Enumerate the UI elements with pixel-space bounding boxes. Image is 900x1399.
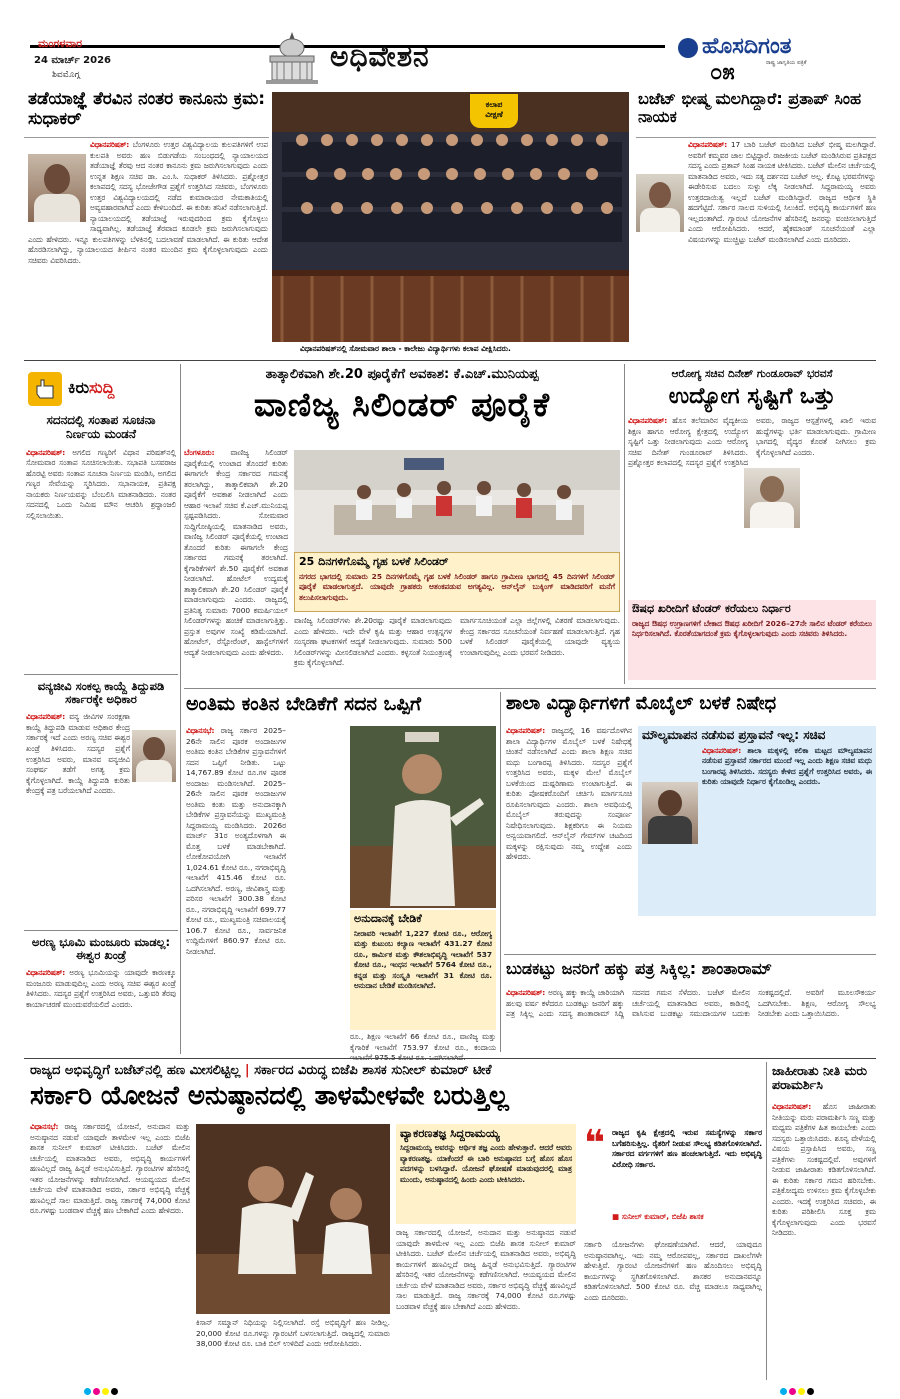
- row-divider-2: [184, 688, 876, 689]
- photo-label-line2: ವೀಕ್ಷಣೆ: [485, 110, 503, 119]
- story-kicker: ಆರೋಗ್ಯ ಸಚಿವ ದಿನೇಶ್ ಗುಂಡೂರಾವ್ ಭರವಸೆ: [671, 368, 833, 380]
- story-prathap: [636, 88, 876, 350]
- story-dateline: ವಿಧಾನಪರಿಷತ್:: [628, 416, 668, 425]
- photo-caption: ವಿಧಾನಪರಿಷತ್‌ನಲ್ಲಿ ಸೋಮವಾರ ಶಾಲಾ - ಕಾಲೇಜು ವಿದ್ಯಾರ್ಥಿಗಳು ಕಲಾಪ ವೀಕ್ಷಿಸಿದರು.: [300, 344, 511, 353]
- row-divider-1: [24, 360, 876, 361]
- story-sudhakar: [24, 88, 269, 350]
- column-divider: [624, 364, 625, 684]
- sub-story-headline: ಮೌಲ್ಯಮಾಪನ ನಡೆಸುವ ಪ್ರಸ್ತಾವನೆ ಇಲ್ಲ: ಸಚಿವ: [642, 728, 826, 742]
- bottom-body-col1: [30, 1122, 190, 1380]
- byline-rule: [24, 137, 269, 138]
- kirusuddi-title: [68, 378, 114, 398]
- bottom-story: [24, 1062, 762, 1380]
- demand-inset: [350, 910, 496, 1030]
- registration-marks-right: [780, 1380, 816, 1399]
- bottom-kicker-right: ಸರ್ಕಾರದ ವಿರುದ್ಧ ಬಿಜೆಪಿ ಶಾಸಕ ಸುನೀಲ್ ಕುಮಾರ್ ಟೀಕೆ: [254, 1063, 492, 1078]
- quote-mark-icon: ❝: [584, 1123, 606, 1164]
- grammar-quote-body: ಸಿದ್ದರಾಮಯ್ಯ ಅವರನ್ನು ಆರ್ಥಿಕ ತಜ್ಞ ಎಂದು ಹೇಳುತ್ತಾರೆ. ಆದರೆ ಅವರು ವ್ಯಾಕರಣತಜ್ಞ. ಯಾಕೆಂದರೆ ಈ ಬಾರಿ ಅನುಷ್ಠಾನದ ಬಗ್ಗೆ ಹೊಸ ಹೊಸ ಪದಗಳನ್ನು ಬಳಸಿದ್ದಾರೆ. ಯೋಜನೆ ಘೋಷಣೆ ಮಾಡುವುದರಲ್ಲಿ ಮಾತ್ರ ಮುಂದು, ಅನುಷ್ಠಾನದಲ್ಲಿ ಹಿಂದು ಎಂದು ಟೀಕಿಸಿದರು.: [400, 1143, 572, 1184]
- lead-text: ವಾಣಿಜ್ಯ ಸಿಲಿಂಡರ್ ಪೂರೈಕೆಯಲ್ಲಿ ಉಂಟಾದ ತೊಂದರೆ ಕುರಿತು ಈಗಾಗಲೇ ಕೇಂದ್ರ ಸರ್ಕಾರದ ಗಮನಕ್ಕೆ ತರಲಾಗಿದ್ದು, ತಾತ್ಕಾಲಿಕವಾಗಿ ಶೇ.20 ಪೂರೈಕೆಗೆ ಅವಕಾಶ ನೀಡಲಾಗಿದೆ ಎಂದು ಆಹಾರ ಇಲಾಖೆ ಸಚಿವ ಕೆ.ಎಚ್.ಮುನಿಯಪ್ಪ ಸ್ಪಷ್ಟಪಡಿಸಿದರು. ಸೋಮವಾರ ಸುದ್ದಿಗೋಷ್ಠಿಯಲ್ಲಿ ಮಾತನಾಡಿದ ಅವರು, ವಾಣಿಜ್ಯ ಸಿಲಿಂಡರ್ ಪೂರೈಕೆಯಲ್ಲಿ ಉಂಟಾದ ತೊಂದರೆ ಕುರಿತು ಈಗಾಗಲೇ ಕೇಂದ್ರ ಸರ್ಕಾರದ ಗಮನಕ್ಕೆ ತರಲಾಗಿದೆ. ಕೈಗಾರಿಕೆಗಳಿಗೆ ಶೇ.50 ಪೂರೈಕೆಗೆ ಅವಕಾಶ ನೀಡಲಾಗಿದೆ. ಹೋಟೆಲ್ ಉದ್ಯಮಕ್ಕೆ ತಾತ್ಕಾಲಿಕವಾಗಿ ಶೇ.20 ಸಿಲಿಂಡರ್ ಪೂರೈಕೆ ಮಾಡಲಾಗುವುದು ಎಂದರು. ರಾಜ್ಯದಲ್ಲಿ ಪ್ರತಿನಿತ್ಯ ಸುಮಾರು 7000 ಕಮರ್ಷಿಯಲ್ ಸಿಲಿಂಡರ್‌ಗಳನ್ನು ಹಂಚಿಕೆ ಮಾಡಲಾಗುತ್ತಿತ್ತು. ಪ್ರಸ್ತುತ ಅವುಗಳ ಸಂಖ್ಯೆ ಕಡಿಮೆಯಾಗಿದೆ. ಹೋಟೆಲ್, ರೆಸ್ಟೋರೆಂಟ್, ಹಾಸ್ಟೆಲ್‌ಗಳಿಗೆ ಆದ್ಯತೆ ನೀಡಲಾಗುವುದು ಎಂದು ಹೇಳಿದರು.: [184, 448, 288, 657]
- demand-inset-body: ನೀರಾವರಿ ಇಲಾಖೆಗೆ 1,227 ಕೋಟಿ ರೂ., ಆರೋಗ್ಯ ಮತ್ತು ಕುಟುಂಬ ಕಲ್ಯಾಣ ಇಲಾಖೆಗೆ 431.27 ಕೋಟಿ ರೂ., ಕಾರ್ಮಿಕ ಮತ್ತು ಕೌಶಲಾಭಿವೃದ್ಧಿ ಇಲಾಖೆಗೆ 537 ಕೋಟಿ ರೂ., ಇಂಧನ ಇಲಾಖೆಗೆ 5764 ಕೋಟಿ ರೂ., ಕನ್ನಡ ಮತ್ತು ಸಂಸ್ಕೃತಿ ಇಲಾಖೆಗೆ 31 ಕೋಟಿ ರೂ. ಅನುದಾನ ಬೇಡಿಕೆ ಮಂಡಿಸಲಾಗಿದೆ.: [354, 928, 492, 991]
- reg-dot-black: [807, 1388, 814, 1395]
- brand-logo: [670, 30, 875, 86]
- row-divider-4: [24, 1058, 876, 1059]
- bottom-kicker: [30, 1064, 760, 1079]
- issue-date: 24 ಮಾರ್ಚ್ 2026: [34, 55, 112, 66]
- bottom-text-continued: ರಾಜ್ಯ ಸರ್ಕಾರದಲ್ಲಿ ಯೋಜನೆ, ಅನುದಾನ ಮತ್ತು ಅನುಷ್ಠಾನದ ನಡುವೆ ಯಾವುದೇ ತಾಳಮೇಳ ಇಲ್ಲ ಎಂದು ಬಿಜೆಪಿ ಶಾಸಕ ಸುನೀಲ್ ಕುಮಾರ್ ಟೀಕಿಸಿದರು. ಬಜೆಟ್ ಮೇಲಿನ ಚರ್ಚೆಯಲ್ಲಿ ಮಾತನಾಡಿದ ಅವರು, ಅಭಿವೃದ್ಧಿ ಕಾರ್ಯಗಳಿಗೆ ಹಣವಿಲ್ಲದೆ ರಾಜ್ಯ ಹಿನ್ನಡೆ ಅನುಭವಿಸುತ್ತಿದೆ. ಗ್ಯಾರಂಟಿಗಳ ಹೆಸರಿನಲ್ಲಿ ಇತರ ಯೋಜನೆಗಳನ್ನು ಕಡೆಗಣಿಸಲಾಗಿದೆ. ಆಯವ್ಯಯದ ಮೇಲಿನ ಚರ್ಚೆಯ ವೇಳೆ ಮಾತನಾಡಿದ ಅವರು, ಸರ್ಕಾರ ಅಭಿವೃದ್ಧಿ ವೆಚ್ಚಕ್ಕೆ ಹಣವಿಲ್ಲದೆ ಸಾಲ ಮಾಡುತ್ತಿದೆ. ರಾಜ್ಯ ಸರ್ಕಾರಕ್ಕೆ 74,000 ಕೋಟಿ ರೂ.ಗಳಷ್ಟು ಬಂಡವಾಳ ವೆಚ್ಚಕ್ಕೆ ಹಣ ಬೇಕಾಗಿದೆ ಎಂದು ಹೇಳಿದರು.: [396, 1228, 576, 1311]
- sunil-kumar-photo: [196, 1124, 390, 1314]
- story-dateline: ವಿಧಾನಪರಿಷತ್:: [506, 726, 546, 735]
- reg-dot-magenta: [789, 1388, 796, 1395]
- health-inset-body: ರಾಜ್ಯದ ಔಷಧ ಉಗ್ರಾಣಗಳಿಗೆ ಬೇಕಾದ ಔಷಧ ಖರೀದಿಗೆ 2026–27ನೇ ಸಾಲಿನ ಟೆಂಡರ್ ಕರೆಯಲು ನಿರ್ಧರಿಸಲಾಗಿದೆ. ಕೊರತೆಯಾಗದಂತೆ ಕ್ರಮ ಕೈಗೊಳ್ಳಲಾಗುವುದು ಎಂದು ಸಚಿವರು ತಿಳಿಸಿದರು.: [632, 618, 872, 639]
- lead-body-col2: ವಾಣಿಜ್ಯ ಸಿಲಿಂಡರ್‌ಗಳು ಶೇ.20ರಷ್ಟು ಪೂರೈಕೆ ಮಾಡಲಾಗುವುದು ಎಂದು ಹೇಳಿದರು. ಇದೇ ವೇಳೆ ಕೃಷಿ ಮತ್ತು ಆಹಾರ ಉತ್ಪನ್ನಗಳ ಸಂಸ್ಕರಣಾ ಘಟಕಗಳಿಗೆ ಆದ್ಯತೆ ನೀಡಲಾಗುವುದು. ಸುಮಾರು 500 ಸಿಲಿಂಡರ್‌ಗಳನ್ನು ಮೀಸಲಿಡಲಾಗಿದೆ ಎಂದರು. ಕಳ್ಳಸಂತೆ ನಿಯಂತ್ರಣಕ್ಕೆ ಕ್ರಮ ಕೈಗೊಳ್ಳಲಾಗಿದೆ.: [294, 616, 452, 668]
- health-inset: [628, 600, 876, 680]
- bottom-body-col4: ಸರ್ಕಾರಿ ಯೋಜನೆಗಳು ಘೋಷಣೆಯಾಗಿವೆ. ಆದರೆ, ಯಾವುದೂ ಅನುಷ್ಠಾನವಾಗಿಲ್ಲ. ಇದು ನಮ್ಮ ಆರೋಪವಲ್ಲ, ಸರ್ಕಾರದ ದಾಖಲೆಗಳೇ ಹೇಳುತ್ತಿವೆ. ಗ್ಯಾರಂಟಿ ಯೋಜನೆಗಳಿಗೆ ಹಣ ಹೊಂದಿಸಲು ಅಭಿವೃದ್ಧಿ ಕಾರ್ಯಗಳನ್ನು ಸ್ಥಗಿತಗೊಳಿಸಲಾಗಿದೆ. ಶಾಸಕರ ಅನುದಾನವನ್ನೂ ಕಡಿತಗೊಳಿಸಲಾಗಿದೆ. 500 ಕೋಟಿ ರೂ. ವೆಚ್ಚ ಮಾಡಲೂ ಸಾಧ್ಯವಾಗಿಲ್ಲ ಎಂದು ದೂರಿದರು.: [584, 1240, 762, 1302]
- issue-place: ಶಿವಮೊಗ್ಗ: [52, 70, 80, 80]
- reg-dot-cyan: [84, 1388, 91, 1395]
- brief-text: ಅಗಲಿದ ಗಣ್ಯರಿಗೆ ವಿಧಾನ ಪರಿಷತ್‌ನಲ್ಲಿ ಸೋಮವಾರ ಸಂತಾಪ ಸೂಚಿಸಲಾಯಿತು. ಸಭಾಪತಿ ಬಸವರಾಜ ಹೊರಟ್ಟಿ ಅವರು ಸಂತಾಪ ಸೂಚನಾ ನಿರ್ಣಯ ಮಂಡಿಸಿ, ಅಗಲಿದ ಗಣ್ಯರ ಸೇವೆಯನ್ನು ಸ್ಮರಿಸಿದರು. ಸಭಾನಾಯಕ, ಪ್ರತಿಪಕ್ಷ ನಾಯಕರು ನಿರ್ಣಯವನ್ನು ಬೆಂಬಲಿಸಿ ಮಾತನಾಡಿದರು. ನಂತರ ಸದನದಲ್ಲಿ ಒಂದು ನಿಮಿಷ ಮೌನ ಆಚರಿಸಿ ಶ್ರದ್ಧಾಂಜಲಿ ಸಲ್ಲಿಸಲಾಯಿತು.: [26, 447, 176, 520]
- kirusuddi-column: [24, 364, 178, 1054]
- kicker-separator: |: [244, 1063, 255, 1078]
- hand-pointer-icon: [28, 372, 62, 406]
- issue-day: ಮಂಗಳವಾರ: [38, 37, 83, 50]
- demand-inset-title: ಅನುದಾನಕ್ಕೆ ಬೇಡಿಕೆ: [354, 912, 422, 925]
- siddaramaiah-photo: [350, 726, 496, 908]
- brief-dateline: ವಿಧಾನಪರಿಷತ್:: [26, 968, 66, 978]
- bottom-body-col2: ಕಿಸಾನ್ ಸಮ್ಮಾನ್ ನಿಧಿಯನ್ನು ನಿಲ್ಲಿಸಲಾಗಿದೆ. ರಸ್ತೆ ಅಭಿವೃದ್ಧಿಗೆ ಹಣ ನೀಡಿಲ್ಲ. 20,000 ಕೋಟಿ ರೂ.ಗಳನ್ನು ಗ್ಯಾರಂಟಿಗೆ ಬಳಸಲಾಗುತ್ತಿದೆ. ರಾಜ್ಯದಲ್ಲಿ ಸುಮಾರು 38,000 ಕೋಟಿ ರೂ. ಬಾಕಿ ಬಿಲ್ ಉಳಿದಿದೆ ಎಂದು ಆರೋಪಿಸಿದರು.: [196, 1318, 390, 1349]
- pull-quote: [584, 1124, 762, 1236]
- lead-inset-body: ನಗರದ ಭಾಗದಲ್ಲಿ ಸುಮಾರು 25 ದಿನಗಳಿಗೊಮ್ಮೆ ಗೃಹ ಬಳಕೆ ಸಿಲಿಂಡರ್ ಹಾಗೂ ಗ್ರಾಮೀಣ ಭಾಗದಲ್ಲಿ 45 ದಿನಗಳಿಗೆ ಸಿಲಿಂಡರ್ ಪೂರೈಕೆ ಮಾಡಲಾಗುತ್ತದೆ. ಯಾವುದೇ ಗ್ರಾಹಕರು ಆತಂಕಪಡುವ ಅಗತ್ಯವಿಲ್ಲ. ಆನ್‌ಲೈನ್ ಬುಕ್ಕಿಂಗ್ ಮಾಡಿದವರಿಗೆ ಮನೆಗೆ ತಲುಪಿಸಲಾಗುವುದು.: [299, 571, 615, 602]
- brand-flame-icon: [678, 38, 698, 58]
- bottom-kicker-left: ರಾಜ್ಯದ ಅಭಿವೃದ್ಧಿಗೆ ಬಜೆಟ್‌ನಲ್ಲಿ ಹಣ ಮೀಸಲಿಟ್ಟಿಲ್ಲ: [30, 1063, 241, 1078]
- story-ad-policy: [770, 1062, 876, 1380]
- brief-divider: [24, 674, 178, 675]
- story-dateline: ವಿಧಾನಪರಿಷತ್:: [90, 140, 130, 149]
- brief-dateline: ವಿಧಾನಪರಿಷತ್:: [26, 712, 66, 722]
- brief-body: [24, 968, 178, 1048]
- grammar-quote-title: ವ್ಯಾಕರಣತಜ್ಞ ಸಿದ್ದರಾಮಯ್ಯ: [400, 1126, 500, 1140]
- column-divider: [500, 692, 501, 1052]
- assembly-photo: [272, 92, 629, 342]
- author-bullet: ■: [612, 1212, 622, 1221]
- masthead: [0, 0, 900, 88]
- section-title: ಅಧಿವೇಶನ: [330, 40, 430, 73]
- story-text: ಹೊಸ ತಲೆಮಾರಿನ ವೈದ್ಯಕೀಯ ಶಿಕ್ಷಣ ಹಾಗೂ ಆರೋಗ್ಯ ಕ್ಷೇತ್ರದಲ್ಲಿ ಉದ್ಯೋಗ ಸೃಷ್ಟಿಗೆ ಒತ್ತು ನೀಡಲಾಗುವುದು ಎಂದು ಆರೋಗ್ಯ ಸಚಿವ ದಿನೇಶ್ ಗುಂಡೂರಾವ್ ತಿಳಿಸಿದರು. ಪ್ರಶ್ನೋತ್ತರ ಕಲಾಪದಲ್ಲಿ ಸದಸ್ಯರ ಪ್ರಶ್ನೆಗೆ ಉತ್ತರಿಸಿದ ಅವರು, ರಾಜ್ಯದ ಆಸ್ಪತ್ರೆಗಳಲ್ಲಿ ಖಾಲಿ ಇರುವ ಹುದ್ದೆಗಳನ್ನು ಭರ್ತಿ ಮಾಡಲಾಗುವುದು. ಗ್ರಾಮೀಣ ಭಾಗದಲ್ಲಿ ವೈದ್ಯರ ಕೊರತೆ ನೀಗಿಸಲು ಕ್ರಮ ಕೈಗೊಳ್ಳಲಾಗಿದೆ ಎಂದರು.: [628, 416, 876, 468]
- story-headline: ಅಂತಿಮ ಕಂತಿನ ಬೇಡಿಕೆಗೆ ಸದನ ಒಪ್ಪಿಗೆ: [186, 693, 422, 715]
- kirusuddi-suffix: ಸುದ್ದಿ: [89, 378, 115, 397]
- story-body-col2: ರೂ., ಶಿಕ್ಷಣ ಇಲಾಖೆಗೆ 66 ಕೋಟಿ ರೂ., ವಾಣಿಜ್ಯ ಮತ್ತು ಕೈಗಾರಿಕೆ ಇಲಾಖೆಗೆ 753.97 ಕೋಟಿ ರೂ., ಕಂದಾಯ: [350, 1032, 496, 1052]
- brief-text: ವನ್ಯ ಜೀವಿಗಳ ಸಂರಕ್ಷಣಾ ಕಾಯ್ದೆ ತಿದ್ದುಪಡಿ ಮಾಡುವ ಅಧಿಕಾರ ಕೇಂದ್ರ ಸರ್ಕಾರಕ್ಕೆ ಇದೆ ಎಂದು ಅರಣ್ಯ ಸಚಿವ ಈಶ್ವರ ಖಂಡ್ರೆ ತಿಳಿಸಿದರು. ಸದಸ್ಯರ ಪ್ರಶ್ನೆಗೆ ಉತ್ತರಿಸಿದ ಅವರು, ಮಾನವ ವನ್ಯಜೀವಿ ಸಂಘರ್ಷ ತಡೆಗೆ ಅಗತ್ಯ ಕ್ರಮ ಕೈಗೊಳ್ಳಲಾಗಿದೆ. ಕಾಯ್ದೆ ತಿದ್ದುಪಡಿ ಕುರಿತು ಕೇಂದ್ರಕ್ಕೆ ಪತ್ರ ಬರೆಯಲಾಗಿದೆ ಎಂದರು.: [26, 712, 130, 796]
- portrait-khandre: [132, 730, 176, 782]
- brief-1: [24, 412, 178, 678]
- brief-headline: ಸದನದಲ್ಲಿ ಸಂತಾಪ ಸೂಚನಾ ನಿರ್ಣಯ ಮಂಡನೆ: [46, 413, 156, 441]
- story-tribal: [504, 958, 876, 1054]
- page-number: ೦೫: [710, 60, 735, 85]
- brief-2: [24, 678, 178, 922]
- story-text: ರಾಜ್ಯ ಸರ್ಕಾರ 2025–26ನೇ ಸಾಲಿನ ಪೂರಕ ಅಂದಾಜುಗಳ ಅಂತಿಮ ಕಂತಿನ ಬೇಡಿಕೆಗಳ ಪ್ರಸ್ತಾವನೆಗಳಿಗೆ ಸದನ ಒಪ್ಪಿಗೆ ನೀಡಿತು. ಒಟ್ಟು 14,767.89 ಕೋಟಿ ರೂ.ಗಳ ಪೂರಕ ಅಂದಾಜು ಮಂಡಿಸಲಾಗಿದೆ. 2025–26ನೇ ಸಾಲಿನ ಪೂರಕ ಅಂದಾಜುಗಳ ಅಂತಿಮ ಕಂತು ಮತ್ತು ಅನುದಾನಕ್ಕಾಗಿ ಬೇಡಿಕೆಗಳ ಪ್ರಸ್ತಾವನೆಯನ್ನು ಮುಖ್ಯಮಂತ್ರಿ ಸಿದ್ದರಾಮಯ್ಯ ಮಂಡಿಸಿದರು. 2026ರ ಮಾರ್ಚ್ 31ರ ಅಂತ್ಯದೊಳಗಾಗಿ ಈ ಮೊತ್ತ ಬಳಕೆ ಮಾಡಬೇಕಾಗಿದೆ. ಲೋಕೋಪಯೋಗಿ ಇಲಾಖೆಗೆ 1,024.61 ಕೋಟಿ ರೂ., ನಗರಾಭಿವೃದ್ಧಿ ಇಲಾಖೆಗೆ 415.46 ಕೋಟಿ ರೂ. ಒದಗಿಸಲಾಗಿದೆ. ಅರಣ್ಯ, ಜೀವಿಶಾಸ್ತ್ರ ಮತ್ತು ಪರಿಸರ ಇಲಾಖೆಗೆ 300.38 ಕೋಟಿ ರೂ., ನಗರಾಭಿವೃದ್ಧಿ ಇಲಾಖೆಗೆ 699.77 ಕೋಟಿ ರೂ., ಮುಖ್ಯಮಂತ್ರಿ ಸಚಿವಾಲಯಕ್ಕೆ 106.7 ಕೋಟಿ ರೂ., ಸಾರ್ವಜನಿಕ ಉದ್ದಿಮೆಗಳಿಗೆ 860.97 ಕೋಟಿ ರೂ. ನೀಡಲಾಗಿದೆ.: [186, 726, 286, 956]
- story-headline: ಶಾಲಾ ವಿದ್ಯಾರ್ಥಿಗಳಿಗೆ ಮೊಬೈಲ್ ಬಳಕೆ ನಿಷೇಧ: [506, 693, 777, 714]
- author-name: ಸುನೀಲ್ ಕುಮಾರ್, ಬಿಜೆಪಿ ಶಾಸಕ: [621, 1212, 704, 1221]
- vidhana-soudha-emblem: [262, 30, 322, 85]
- health-inset-title: ಔಷಧ ಖರೀದಿಗೆ ಟೆಂಡರ್ ಕರೆಯಲು ನಿರ್ಧಾರ: [632, 602, 791, 615]
- sub-story: [638, 726, 876, 916]
- story-body: [772, 1102, 876, 1380]
- lead-body-col3: ಮಾರ್ಗಸೂಚಿಯಂತೆ ಎಲ್ಲಾ ಜಿಲ್ಲೆಗಳಲ್ಲಿ ವಿತರಣೆ ಮಾಡಲಾಗುವುದು. ಕೇಂದ್ರ ಸರ್ಕಾರದ ಸೂಚನೆಯಂತೆ ನಿರ್ವಹಣೆ ಮಾಡಲಾಗುತ್ತಿದೆ. ಗೃಹ ಬಳಕೆ ಸಿಲಿಂಡರ್ ಪೂರೈಕೆಯಲ್ಲಿ ಯಾವುದೇ ವ್ಯತ್ಯಯ ಉಂಟಾಗುವುದಿಲ್ಲ ಎಂದು ಭರವಸೆ ನೀಡಿದರು.: [460, 616, 620, 657]
- lead-kicker: ತಾತ್ಕಾಲಿಕವಾಗಿ ಶೇ.20 ಪೂರೈಕೆಗೆ ಅವಕಾಶ: ಕೆ.ಎಚ್.ಮುನಿಯಪ್ಪ: [265, 367, 539, 382]
- brief-headline: ವನ್ಯಜೀವಿ ಸಂಕಲ್ಪ ಕಾಯ್ದೆ ತಿದ್ದುಪಡಿ ಸರ್ಕಾರಕ್ಕೇ ಅಧಿಕಾರ: [37, 679, 165, 707]
- reg-dot-black: [111, 1388, 118, 1395]
- row-divider-3: [504, 954, 876, 955]
- story-text: 17 ಬಾರಿ ಬಜೆಟ್ ಮಂಡಿಸಿದ ಬಜೆಟ್ ಭೀಷ್ಮ ಮಲಗಿದ್ದಾರೆ. ಅವರಿಗೆ ಕಮ್ಮವರ ಜಾಲ ಬಿಟ್ಟಿದ್ದಾರೆ. ರಾಜಕೀಯ ಬಜೆಟ್ ಮಂಡಿಸಿರುವ ಪ್ರತಿಪಕ್ಷದ ಸದಸ್ಯ ಎಂದು ಪ್ರತಾಪ್ ಸಿಂಹ ನಾಯಕ ಟೀಕಿಸಿದರು. ಬಜೆಟ್ ಮೇಲಿನ ಚರ್ಚೆಯಲ್ಲಿ ಮಾತನಾಡಿದ ಅವರು, ಇದು ಸತ್ಯ ದರ್ಶನದ ಬಜೆಟ್ ಅಲ್ಲ. ಕೊಟ್ಟ ಭರವಸೆಗಳನ್ನು ಈಡೇರಿಸುವ ಬದಲು ಸುಳ್ಳು ಲೆಕ್ಕ ನೀಡಲಾಗಿದೆ. ಸಿದ್ದರಾಮಯ್ಯ ಅವರು ಉತ್ತರದಾಯಿತ್ವ ಇಲ್ಲದೆ ಬಜೆಟ್ ಮಂಡಿಸಿದ್ದಾರೆ. ರಾಜ್ಯದ ಆರ್ಥಿಕ ಸ್ಥಿತಿ ಹದಗೆಟ್ಟಿದೆ. ಸರ್ಕಾರ ಸಾಲದ ಸುಳಿಯಲ್ಲಿ ಸಿಲುಕಿದೆ. ಅಭಿವೃದ್ಧಿ ಕಾರ್ಯಗಳಿಗೆ ಹಣ ಇಲ್ಲದಂತಾಗಿದೆ. ಗ್ಯಾರಂಟಿ ಯೋಜನೆಗಳ ಹೆಸರಿನಲ್ಲಿ ಜನರನ್ನು ವಂಚಿಸಲಾಗುತ್ತಿದೆ ಎಂದು ಆರೋಪಿಸಿದರು. ಆದರೆ, ಹೈಕಮಾಂಡ್ ಸೂಚನೆಯಂತೆ ಎಲ್ಲಾ ವಿಷಯಗಳನ್ನು ಮುಚ್ಚಿಟ್ಟು ಬಜೆಟ್ ಮಂಡಿಸಲಾಗಿದೆ ಎಂದು ದೂರಿದರು.: [688, 140, 876, 244]
- brief-3: [24, 934, 178, 1048]
- reg-dot-cyan: [780, 1388, 787, 1395]
- photo-label: [470, 94, 518, 128]
- story-dateline: ವಿಧಾನಪರಿಷತ್:: [506, 988, 546, 997]
- reg-dot-yellow: [102, 1388, 109, 1395]
- column-divider: [766, 1062, 767, 1380]
- lead-story: [184, 364, 620, 684]
- story-text: ಬೆಂಗಳೂರು ಉತ್ತರ ವಿಶ್ವವಿದ್ಯಾಲಯ ಕುಲಪತಿಗಳಿಗೆ ಉಪ ಕುಲಪತಿ ಅವರು ಹಣ ಬಿಡುಗಡೆಯ ಸಂಬಂಧದಲ್ಲಿ ನ್ಯಾಯಾಲಯದ ತಡೆಯಾಜ್ಞೆ ತೆರವು ಆದ ನಂತರ ಕಾನೂನು ಕ್ರಮ ಜರುಗಿಸಲಾಗುವುದು ಎಂದು ಉನ್ನತ ಶಿಕ್ಷಣ ಸಚಿವ ಡಾ. ಎಂ.ಸಿ. ಸುಧಾಕರ್ ತಿಳಿಸಿದರು. ಪ್ರಶ್ನೋತ್ತರ ಕಲಾಪದಲ್ಲಿ ಸದಸ್ಯ ಭೋಜೇಗೌಡ ಪ್ರಶ್ನೆಗೆ ಉತ್ತರಿಸಿದ ಸಚಿವರು, ಬೆಂಗಳೂರು ಉತ್ತರ ವಿಶ್ವವಿದ್ಯಾಲಯದಲ್ಲಿ ನಡೆದ ಕುಮಾರಾಯರ ನೇಮಕಾತಿಯಲ್ಲಿ ಅವ್ಯವಹಾರವಾಗಿದೆ ಎಂದು ಕೇಳಿಬಂದಿದೆ. ಈ ಕುರಿತು ತನಿಖೆ ನಡೆಸಲಾಗುತ್ತಿದೆ. ನ್ಯಾಯಾಲಯದಲ್ಲಿ ತಡೆಯಾಜ್ಞೆ ಇರುವುದರಿಂದ ಕ್ರಮ ಕೈಗೊಳ್ಳಲು ಸಾಧ್ಯವಾಗಿಲ್ಲ. ತಡೆಯಾಜ್ಞೆ ತೆರವಾದ ಕೂಡಲೇ ಕ್ರಮ ಜರುಗಿಸಲಾಗುವುದು ಎಂದು ಹೇಳಿದರು. ಇನ್ನೂ ಕುಲಪತಿಗಳನ್ನು ಬೆಳಕಿನಲ್ಲಿ ಬದಲಾವಣೆ ಮಾಡಲಾಗಿದೆ. ಈ ಕುರಿತು ಆದೇಶ ಹೊರಡಿಸಲಾಗಿದ್ದು, ನ್ಯಾಯಾಲಯದ ತೀರ್ಪಿನ ನಂತರ ಮುಂದಿನ ಕ್ರಮ ಕೈಗೊಳ್ಳಲಾಗುವುದು ಎಂದು ಸಚಿವರು ವಿವರಿಸಿದರು.: [28, 140, 268, 265]
- pull-quote-author: [612, 1212, 704, 1222]
- bottom-headline: ಸರ್ಕಾರಿ ಯೋಜನೆ ಅನುಷ್ಠಾನದಲ್ಲಿ ತಾಳಮೇಳವೇ ಬರುತ್ತಿಲ್ಲ: [30, 1081, 509, 1111]
- brief-dateline: ವಿಧಾನಪರಿಷತ್:: [26, 447, 66, 457]
- lead-inset-title: 25 ದಿನಗಳಿಗೊಮ್ಮೆ ಗೃಹ ಬಳಕೆ ಸಿಲಿಂಡರ್: [299, 555, 449, 568]
- brief-divider: [24, 930, 178, 931]
- story-body: [628, 416, 876, 596]
- bottom-text: ರಾಜ್ಯ ಸರ್ಕಾರದಲ್ಲಿ ಯೋಜನೆ, ಅನುದಾನ ಮತ್ತು ಅನುಷ್ಠಾನದ ನಡುವೆ ಯಾವುದೇ ತಾಳಮೇಳ ಇಲ್ಲ ಎಂದು ಬಿಜೆಪಿ ಶಾಸಕ ಸುನೀಲ್ ಕುಮಾರ್ ಟೀಕಿಸಿದರು. ಬಜೆಟ್ ಮೇಲಿನ ಚರ್ಚೆಯಲ್ಲಿ ಮಾತನಾಡಿದ ಅವರು, ಅಭಿವೃದ್ಧಿ ಕಾರ್ಯಗಳಿಗೆ ಹಣವಿಲ್ಲದೆ ರಾಜ್ಯ ಹಿನ್ನಡೆ ಅನುಭವಿಸುತ್ತಿದೆ. ಗ್ಯಾರಂಟಿಗಳ ಹೆಸರಿನಲ್ಲಿ ಇತರ ಯೋಜನೆಗಳನ್ನು ಕಡೆಗಣಿಸಲಾಗಿದೆ. ಆಯವ್ಯಯದ ಮೇಲಿನ ಚರ್ಚೆಯ ವೇಳೆ ಮಾತನಾಡಿದ ಅವರು, ಸರ್ಕಾರ ಅಭಿವೃದ್ಧಿ ವೆಚ್ಚಕ್ಕೆ ಹಣವಿಲ್ಲದೆ ಸಾಲ ಮಾಡುತ್ತಿದೆ. ರಾಜ್ಯ ಸರ್ಕಾರಕ್ಕೆ 74,000 ಕೋಟಿ ರೂ.ಗಳಷ್ಟು ಬಂಡವಾಳ ವೆಚ್ಚಕ್ಕೆ ಹಣ ಬೇಕಾಗಿದೆ ಎಂದು ಹೇಳಿದರು.: [30, 1122, 190, 1216]
- story-dateline: ವಿಧಾನಪರಿಷತ್:: [688, 140, 728, 149]
- story-headline: ಉದ್ಯೋಗ ಸೃಷ್ಟಿಗೆ ಒತ್ತು: [668, 384, 836, 409]
- story-dateline: ವಿಧಾನಸಭೆ:: [186, 726, 215, 735]
- brand-name: ಹೊಸದಿಗಂತ: [702, 34, 792, 59]
- brief-headline: ಅರಣ್ಯ ಭೂಮಿ ಮಂಜೂರು ಮಾಡಲ್ಲ: ಈಶ್ವರ ಖಂಡ್ರೆ: [31, 935, 171, 963]
- meeting-photo: [294, 450, 620, 552]
- story-headline: ತಡೆಯಾಜ್ಞೆ ತೆರವಿನ ನಂತರ ಕಾನೂನು ಕ್ರಮ: ಸುಧಾಕರ್: [28, 89, 266, 129]
- sub-story-text: ಶಾಲಾ ಮಕ್ಕಳಲ್ಲಿ ಕಲಿಕಾ ಮಟ್ಟದ ಮೌಲ್ಯಮಾಪನ ನಡೆಸುವ ಪ್ರಸ್ತಾವನೆ ಸರ್ಕಾರದ ಮುಂದೆ ಇಲ್ಲ ಎಂದು ಶಿಕ್ಷಣ ಸಚಿವ ಮಧು ಬಂಗಾರಪ್ಪ ತಿಳಿಸಿದರು. ಸದಸ್ಯರು ಕೇಳಿದ ಪ್ರಶ್ನೆಗೆ ಉತ್ತರಿಸಿದ ಅವರು, ಈ ಕುರಿತು ಯಾವುದೇ ನಿರ್ಧಾರ ಕೈಗೊಂಡಿಲ್ಲ ಎಂದರು.: [702, 745, 872, 787]
- story-dateline: ವಿಧಾನಪರಿಷತ್:: [772, 1102, 812, 1111]
- story-body: [638, 140, 876, 350]
- story-text: ಅರಣ್ಯ ಹಕ್ಕು ಕಾಯ್ದೆ ಜಾರಿಯಾಗಿ ಹಲವು ವರ್ಷ ಕಳೆದರೂ ಬುಡಕಟ್ಟು ಜನರಿಗೆ ಹಕ್ಕು ಪತ್ರ ಸಿಕ್ಕಿಲ್ಲ ಎಂದು ಸದಸ್ಯ ಶಾಂತಾರಾಮ್ ಸಿದ್ದಿ ಸದನದ ಗಮನ ಸೆಳೆದರು. ಬಜೆಟ್ ಮೇಲಿನ ಚರ್ಚೆಯಲ್ಲಿ ಮಾತನಾಡಿದ ಅವರು, ಕಾಡಿನಲ್ಲಿ ವಾಸಿಸುವ ಬುಡಕಟ್ಟು ಸಮುದಾಯಗಳ ಬದುಕು ಸಂಕಷ್ಟದಲ್ಲಿದೆ. ಅವರಿಗೆ ಮೂಲಸೌಕರ್ಯ ಒದಗಿಸಬೇಕು. ಶಿಕ್ಷಣ, ಆರೋಗ್ಯ ಸೌಲಭ್ಯ ನೀಡಬೇಕು ಎಂದು ಒತ್ತಾಯಿಸಿದರು.: [506, 988, 876, 1019]
- photo-label-line1: ಕಲಾಪ: [485, 100, 503, 109]
- bottom-dateline: ವಿಧಾನಸಭೆ:: [30, 1122, 59, 1131]
- story-headline: ಬುಡಕಟ್ಟು ಜನರಿಗೆ ಹಕ್ಕು ಪತ್ರ ಸಿಕ್ಕಿಲ್ಲ: ಶಾಂತಾರಾಮ್: [506, 959, 772, 978]
- brief-body: [24, 448, 178, 678]
- story-final-demand: [184, 692, 496, 1052]
- lead-inset: [294, 552, 620, 612]
- lead-headline: ವಾಣಿಜ್ಯ ಸಿಲಿಂಡರ್ ಪೂರೈಕೆ: [253, 385, 551, 424]
- pull-quote-text: ರಾಜ್ಯದ ಕೃಷಿ ಕ್ಷೇತ್ರದಲ್ಲಿ ಇರುವ ಸಮಸ್ಯೆಗಳನ್ನು ಸರ್ಕಾರ ಬಗೆಹರಿಸುತ್ತಿಲ್ಲ. ರೈತರಿಗೆ ನೀಡುವ ಸೌಲಭ್ಯ ಕಡಿತಗೊಳಿಸಲಾಗಿದೆ. ಸರ್ಕಾರದ ವರ್ಗಗಳಿಗೆ ಹಣ ಹಂಚಲಾಗುತ್ತಿದೆ. ಇದು ಅಭಿವೃದ್ಧಿ ವಿರೋಧಿ ಸರ್ಕಾರ.: [612, 1128, 762, 1169]
- reg-dot-yellow: [798, 1388, 805, 1395]
- portrait-madhu: [642, 782, 698, 844]
- sub-story-dateline: ವಿಧಾನಪರಿಷತ್:: [702, 745, 742, 755]
- lead-body-col1: [184, 448, 288, 684]
- byline-rule: [636, 137, 876, 138]
- reg-dot-magenta: [93, 1388, 100, 1395]
- kirusuddi-logo: [28, 372, 176, 406]
- story-health: [628, 364, 876, 684]
- story-body: [506, 988, 876, 1054]
- story-mobile-ban: [504, 692, 876, 950]
- story-headline: ಬಜೆಟ್ ಭೀಷ್ಮ ಮಲಗಿದ್ದಾರೆ: ಪ್ರತಾಪ್ ಸಿಂಹ ನಾಯಕ: [638, 89, 862, 127]
- grammar-quote: [396, 1124, 576, 1224]
- kirusuddi-prefix: ಕಿರು: [68, 378, 90, 397]
- column-divider: [180, 364, 181, 1054]
- bottom-body-col3: [396, 1228, 576, 1380]
- story-body: [28, 140, 268, 350]
- brief-text: ಅರಣ್ಯ ಭೂಮಿಯನ್ನು ಯಾವುದೇ ಕಾರಣಕ್ಕೂ ಮಂಜೂರು ಮಾಡುವುದಿಲ್ಲ ಎಂದು ಅರಣ್ಯ ಸಚಿವ ಈಶ್ವರ ಖಂಡ್ರೆ ತಿಳಿಸಿದರು. ಸದಸ್ಯರ ಪ್ರಶ್ನೆಗೆ ಉತ್ತರಿಸಿದ ಅವರು, ಒತ್ತುವರಿ ತೆರವು ಕಾರ್ಯಾಚರಣೆ ಮುಂದುವರೆಯಲಿದೆ ಎಂದರು.: [26, 968, 176, 1009]
- registration-marks-left: [84, 1380, 120, 1399]
- story-text: ಹೊಸ ಜಾಹೀರಾತು ನೀತಿಯನ್ನು ಮರು ಪರಾಮರ್ಶಿಸಿ ಸಣ್ಣ ಮತ್ತು ಮಧ್ಯಮ ಪತ್ರಿಕೆಗಳ ಹಿತ ಕಾಯಬೇಕು ಎಂದು ಸದಸ್ಯರು ಒತ್ತಾಯಿಸಿದರು. ಶೂನ್ಯ ವೇಳೆಯಲ್ಲಿ ವಿಷಯ ಪ್ರಸ್ತಾಪಿಸಿದ ಅವರು, ಸಣ್ಣ ಪತ್ರಿಕೆಗಳು ಸಂಕಷ್ಟದಲ್ಲಿವೆ. ಅವುಗಳಿಗೆ ನೀಡುವ ಜಾಹೀರಾತು ಕಡಿತಗೊಳಿಸಲಾಗಿದೆ. ಈ ಕುರಿತು ಸರ್ಕಾರ ಗಮನ ಹರಿಸಬೇಕು. ಪತ್ರಿಕೋದ್ಯಮ ಉಳಿಸಲು ಕ್ರಮ ಕೈಗೊಳ್ಳಬೇಕು ಎಂದರು. ಇದಕ್ಕೆ ಉತ್ತರಿಸಿದ ಸಚಿವರು, ಈ ಕುರಿತು ಪರಿಶೀಲಿಸಿ ಸೂಕ್ತ ಕ್ರಮ ಕೈಗೊಳ್ಳಲಾಗುವುದು ಎಂದು ಭರವಸೆ ನೀಡಿದರು.: [772, 1102, 876, 1238]
- brand-tagline: ರಾಷ್ಟ್ರ ಜಾಗೃತಿಯ ಪತ್ರಿಕೆ: [766, 60, 807, 66]
- story-body: [506, 726, 632, 948]
- lead-dateline: ಬೆಂಗಳೂರು:: [184, 448, 215, 457]
- story-headline: ಜಾಹೀರಾತು ನೀತಿ ಮರು ಪರಾಮರ್ಶಿಸಿ: [772, 1063, 867, 1093]
- story-text: ರಾಜ್ಯದಲ್ಲಿ 16 ವರ್ಷದೊಳಗಿನ ಶಾಲಾ ವಿದ್ಯಾರ್ಥಿಗಳ ಮೊಬೈಲ್ ಬಳಕೆ ನಿಷೇಧಕ್ಕೆ ಚಿಂತನೆ ನಡೆಸಲಾಗಿದೆ ಎಂದು ಶಾಲಾ ಶಿಕ್ಷಣ ಸಚಿವ ಮಧು ಬಂಗಾರಪ್ಪ ತಿಳಿಸಿದರು. ಸದಸ್ಯರ ಪ್ರಶ್ನೆಗೆ ಉತ್ತರಿಸಿದ ಅವರು, ಮಕ್ಕಳ ಮೇಲೆ ಮೊಬೈಲ್ ಬಳಕೆಯಿಂದ ದುಷ್ಪರಿಣಾಮ ಉಂಟಾಗುತ್ತಿದೆ. ಈ ಕುರಿತು ಪೋಷಕರೊಂದಿಗೆ ಚರ್ಚಿಸಿ ಮಾರ್ಗಸೂಚಿ ರೂಪಿಸಲಾಗುವುದು ಎಂದರು. ಶಾಲಾ ಅವಧಿಯಲ್ಲಿ ಮೊಬೈಲ್ ತರುವುದನ್ನು ಸಂಪೂರ್ಣ ನಿಷೇಧಿಸಲಾಗುವುದು. ಶಿಕ್ಷಕರಿಗೂ ಈ ನಿಯಮ ಅನ್ವಯವಾಗಲಿದೆ. ಆನ್‌ಲೈನ್ ಗೇಮ್‌ಗಳ ಚಟದಿಂದ ಮಕ್ಕಳನ್ನು ರಕ್ಷಿಸುವುದು ನಮ್ಮ ಉದ್ದೇಶ ಎಂದು ಹೇಳಿದರು.: [506, 726, 632, 862]
- story-body-col1: [186, 726, 286, 1048]
